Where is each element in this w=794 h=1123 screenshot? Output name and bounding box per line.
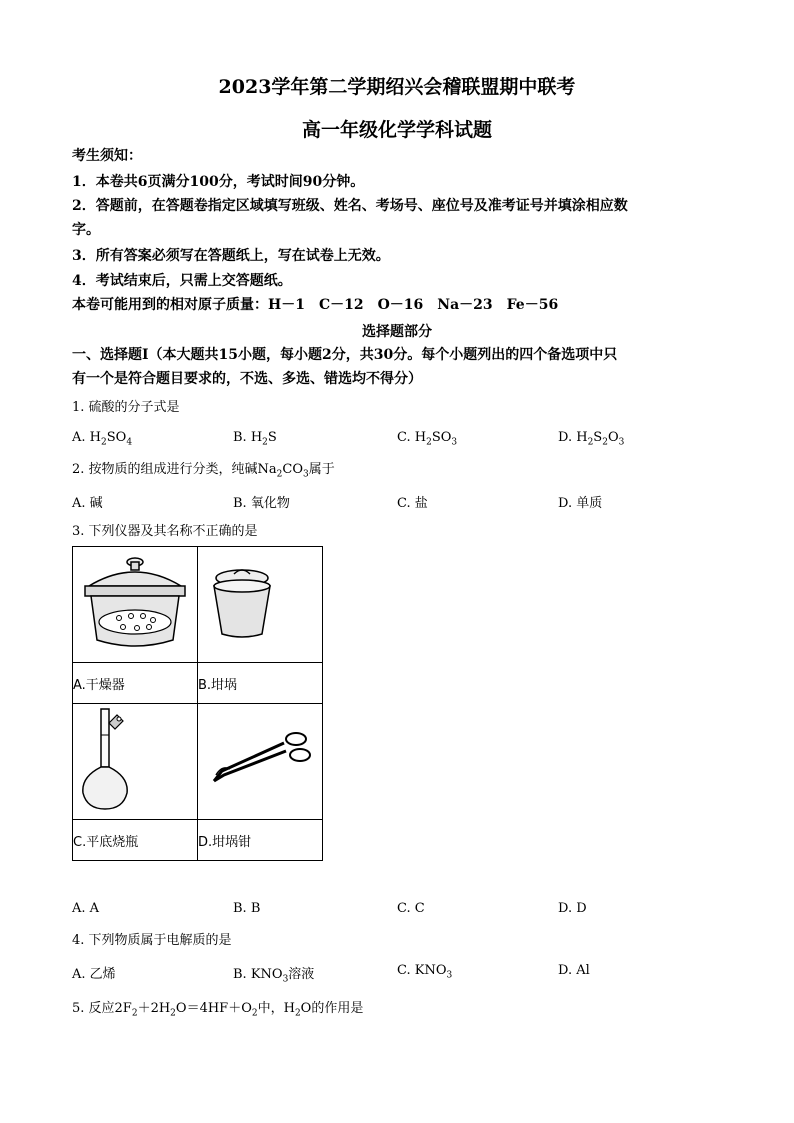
question-1-options bbox=[72, 430, 722, 450]
label-tongs: D.坩埚钳 bbox=[198, 820, 323, 861]
exam-subtitle: 高一年级化学学科试题 bbox=[301, 119, 492, 141]
desiccator-icon bbox=[75, 548, 195, 658]
question-3-option-c: C. C bbox=[397, 901, 425, 916]
question-1-option-b: B. $H_2S$ bbox=[233, 430, 277, 448]
question-3-stem: 3. 下列仪器及其名称不正确的是 bbox=[72, 524, 258, 539]
question-4-stem: 4. 下列物质属于电解质的是 bbox=[72, 933, 232, 948]
label-desiccator: A.干燥器 bbox=[73, 663, 198, 704]
question-2-option-c: C. 盐 bbox=[397, 496, 428, 511]
notice-item-1: 1．本卷共6页满分100分，考试时间90分钟。 bbox=[72, 174, 365, 190]
notice-item-4: 4．考试结束后，只需上交答题纸。 bbox=[72, 273, 292, 289]
question-4-option-b: B. $KNO_3$溶液 bbox=[233, 967, 315, 985]
question-1-option-d: D. $H_2S_2O_3$ bbox=[558, 430, 625, 448]
question-4-option-d: D. Al bbox=[558, 963, 590, 978]
question-3-option-a: A. A bbox=[72, 901, 100, 916]
desiccator-image-cell bbox=[73, 547, 198, 663]
question-3-option-b: B. B bbox=[233, 901, 261, 916]
notice-item-2-cont: 字。 bbox=[72, 222, 100, 238]
question-1-stem: 1. 硫酸的分子式是 bbox=[72, 400, 180, 415]
question-2-options bbox=[72, 492, 722, 512]
label-flask: C.平底烧瓶 bbox=[73, 820, 198, 861]
notice-item-2: 2．答题前，在答题卷指定区域填写班级、姓名、考场号、座位号及准考证号并填涂相应数 bbox=[72, 198, 628, 214]
question-4-option-c: C. $KNO_3$ bbox=[397, 963, 453, 981]
tongs-image-cell bbox=[198, 704, 323, 820]
question-2-option-d: D. 单质 bbox=[558, 496, 603, 511]
question-2-option-a: A. 碱 bbox=[72, 496, 103, 511]
section-instruction-2: 有一个是符合题目要求的，不选、多选、错选均不得分） bbox=[72, 371, 422, 387]
label-crucible: B.坩埚 bbox=[198, 663, 323, 704]
volumetric-flask-icon bbox=[75, 705, 195, 815]
notice-item-3: 3．所有答案必须写在答题纸上，写在试卷上无效。 bbox=[72, 248, 390, 264]
question-2-stem: 2. 按物质的组成进行分类，纯碱$Na_2CO_3$属于 bbox=[72, 462, 335, 480]
atomic-mass-line: 本卷可能用到的相对原子质量：H－1 C－12 O－16 Na－23 Fe－56 bbox=[72, 297, 559, 313]
question-1-option-c: C. $H_2SO_3$ bbox=[397, 430, 458, 448]
question-3-options bbox=[72, 901, 722, 921]
question-1-option-a: A. $H_2SO_4$ bbox=[72, 430, 133, 448]
crucible-image-cell bbox=[198, 547, 323, 663]
exam-title: 2023学年第二学期绍兴会稽联盟期中联考 bbox=[218, 76, 576, 98]
question-2-option-b: B. 氧化物 bbox=[233, 496, 290, 511]
crucible-tongs-icon bbox=[200, 705, 320, 815]
section-title: 选择题部分 bbox=[362, 324, 432, 340]
instrument-table bbox=[72, 546, 323, 861]
flask-image-cell bbox=[73, 704, 198, 820]
notice-heading: 考生须知： bbox=[72, 148, 142, 164]
question-3-option-d: D. D bbox=[558, 901, 587, 916]
question-4-option-a: A. 乙烯 bbox=[72, 967, 116, 982]
question-5-stem: 5. 反应$2F_2+2H_2O=4HF+O_2$中，$H_2O$的作用是 bbox=[72, 1001, 364, 1019]
section-instruction-1: 一、选择题Ⅰ（本大题共15小题，每小题2分，共30分。每个小题列出的四个备选项中只 bbox=[72, 347, 618, 363]
crucible-icon bbox=[200, 548, 320, 658]
question-4-options bbox=[72, 963, 722, 983]
